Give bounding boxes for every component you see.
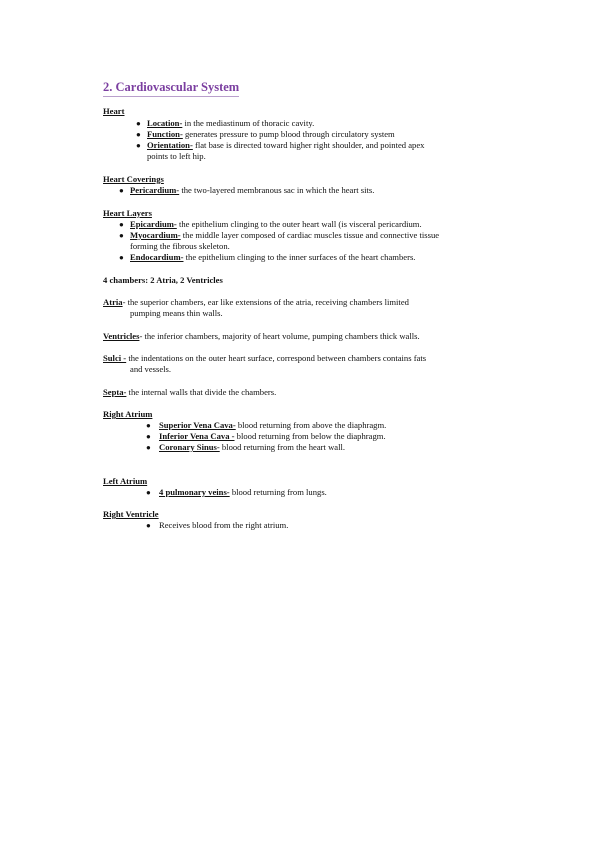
atria-continuation: pumping means thin walls. <box>130 308 223 318</box>
bullet-icon: ● <box>119 186 124 195</box>
left-atrium-heading: Left Atrium <box>103 476 148 486</box>
septa-paragraph: Septa- the internal walls that divide the chambers. <box>103 387 277 397</box>
bullet-icon: ● <box>146 521 151 530</box>
sulci-paragraph: Sulci - the indentations on the outer heart surface, correspond between chambers contains fats <box>103 353 427 363</box>
heart-location-item: Location- in the mediastinum of thoracic cavity. <box>147 118 315 128</box>
bullet-icon: ● <box>146 443 151 452</box>
right-ventricle-heading: Right Ventricle <box>103 509 159 519</box>
chambers-heading: 4 chambers: 2 Atria, 2 Ventricles <box>103 275 223 285</box>
page-title: 2. Cardiovascular System <box>103 80 239 97</box>
bullet-icon: ● <box>119 231 124 240</box>
bullet-icon: ● <box>119 253 124 262</box>
bullet-icon: ● <box>136 119 141 128</box>
bullet-icon: ● <box>146 421 151 430</box>
coverings-heading: Heart Coverings <box>103 174 164 184</box>
bullet-icon: ● <box>146 488 151 497</box>
bullet-icon: ● <box>136 141 141 150</box>
endocardium-item: Endocardium- the epithelium clinging to the inner surfaces of the heart chambers. <box>130 252 416 262</box>
ventricles-paragraph: Ventricles- the inferior chambers, majority of heart volume, pumping chambers thick walls. <box>103 331 420 341</box>
myocardium-item: Myocardium- the middle layer composed of cardiac muscles tissue and connective tissue <box>130 230 440 240</box>
atria-paragraph: Atria- the superior chambers, ear like extensions of the atria, receiving chambers limited <box>103 297 409 307</box>
heart-heading: Heart <box>103 106 125 116</box>
epicardium-item: Epicardium- the epithelium clinging to the outer heart wall (is visceral pericardium. <box>130 219 422 229</box>
right-atrium-heading: Right Atrium <box>103 409 153 419</box>
heart-orientation-continuation: points to left hip. <box>147 151 206 161</box>
pulmonary-veins-item: 4 pulmonary veins- blood returning from lungs. <box>159 487 327 497</box>
heart-function-item: Function- generates pressure to pump blood through circulatory system <box>147 129 395 139</box>
layers-heading: Heart Layers <box>103 208 152 218</box>
bullet-icon: ● <box>136 130 141 139</box>
right-ventricle-item: Receives blood from the right atrium. <box>159 520 289 530</box>
heart-orientation-item: Orientation- flat base is directed toward higher right shoulder, and pointed apex <box>147 140 425 150</box>
bullet-icon: ● <box>146 432 151 441</box>
superior-vena-cava-item: Superior Vena Cava- blood returning from above the diaphragm. <box>159 420 387 430</box>
bullet-icon: ● <box>119 220 124 229</box>
sulci-continuation: and vessels. <box>130 364 172 374</box>
inferior-vena-cava-item: Inferior Vena Cava - blood returning from below the diaphragm. <box>159 431 386 441</box>
coronary-sinus-item: Coronary Sinus- blood returning from the heart wall. <box>159 442 346 452</box>
pericardium-item: Pericardium- the two-layered membranous sac in which the heart sits. <box>130 185 375 195</box>
myocardium-continuation: forming the fibrous skeleton. <box>130 241 230 251</box>
